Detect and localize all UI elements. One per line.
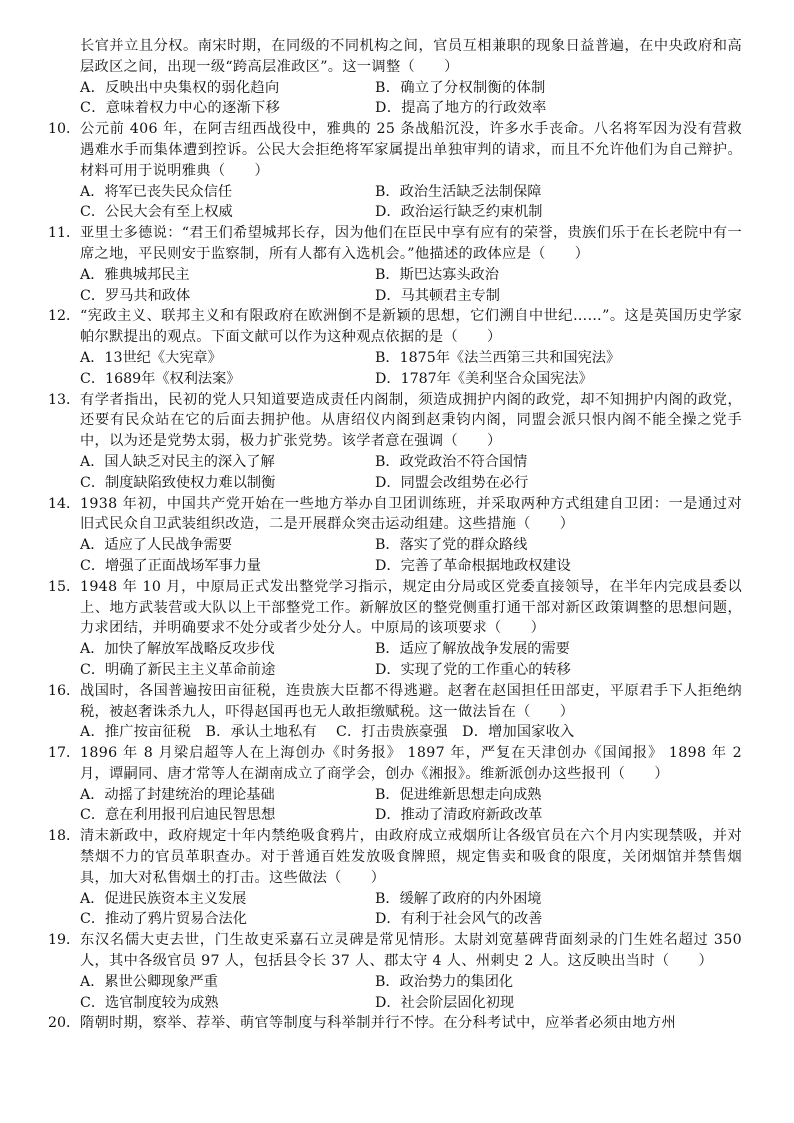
option-c: C．罗马共和政体 [80, 287, 191, 304]
option-c: C．意味着权力中心的逐渐下移 [80, 100, 281, 117]
option-a: A．反映出中央集权的弱化趋向 [80, 79, 280, 96]
options-inline: A．推广按亩征税 B．承认土地私有 C．打击贵族豪强 D．增加国家收入 [80, 724, 575, 741]
option-c: C．增强了正面战场军事力量 [80, 557, 262, 574]
question-number: 16． [48, 682, 81, 699]
option-b: B．促进维新思想走向成熟 [375, 786, 542, 803]
option-a: A．13世纪《大宪章》 [80, 349, 222, 366]
question-stem: 清末新政中，政府规定十年内禁绝吸食鸦片，由政府成立戒烟所让各级官员在六个月内实现禁吸，并对禁烟不力的官员革职查办。对于普通百姓发放吸食牌照，规定售卖和吸食的限度，关闭烟馆并禁售烟具，加大对私售烟土的打击。这些做法（ ） [80, 828, 742, 886]
question-11 [0, 223, 794, 306]
question-number: 18． [48, 828, 81, 845]
question-stem: 1896 年 8 月梁启超等人在上海创办《时务报》 1897 年，严复在天津创办《国闻报》 1898 年 2 月，谭嗣同、唐才常等人在湖南成立了商学会，创办《湘报》。维新派创办这些报刊（ ） [80, 745, 742, 782]
question-19 [0, 930, 794, 1013]
question-number: 11． [48, 225, 81, 242]
option-d: D．社会阶层固化初现 [375, 994, 515, 1011]
question-stem: 东汉名儒大吏去世，门生故吏采嘉石立灵碑是常见情形。太尉刘宽墓碑背面刻录的门生姓名超过 350 人，其中各级官员 97 人，包括县令长 37 人、郡太守 4 人、州刺史 2 人。这反映出当时（ ） [80, 932, 742, 970]
option-a: A．国人缺乏对民主的深入了解 [80, 453, 275, 470]
exam-page [0, 36, 794, 1034]
question-number: 19． [48, 932, 81, 949]
question-17 [0, 743, 794, 826]
option-c: C．明确了新民主主义革命前途 [80, 661, 276, 678]
option-a: A．将军已丧失民众信任 [80, 183, 233, 200]
question-stem: “宪政主义、联邦主义和有限政府在欧洲倒不是新颖的思想，它们溯自中世纪……”。这是英国历史学家帕尔默提出的观点。下面文献可以作为这种观点依据的是（ ） [80, 308, 742, 346]
question-13 [0, 390, 794, 494]
question-stem: 隋朝时期，察举、荐举、萌官等制度与科举制并行不悖。在分科考试中，应举者必须由地方州 [80, 1015, 677, 1032]
question-18 [0, 826, 794, 930]
options-grid [80, 265, 742, 307]
option-c: C．1689年《权利法案》 [80, 370, 241, 387]
option-d: D．实现了党的工作重心的转移 [375, 661, 571, 678]
question-number: 14． [48, 495, 81, 512]
option-b: B．斯巴达寡头政治 [375, 266, 499, 283]
question-stem: 战国时，各国普遍按田亩征税，连贵族大臣都不得逃避。赵奢在赵国担任田部吏，平原君手下人拒绝纳税，被赵奢诛杀九人，吓得赵国再也无人敢拒缴赋税。这一做法旨在（ ） [80, 682, 742, 720]
option-a: A．雅典城邦民主 [80, 266, 190, 283]
options-grid [80, 452, 742, 494]
option-d: D．有利于社会风气的改善 [375, 911, 543, 928]
option-d: D．马其顿君主专制 [375, 287, 500, 304]
options-grid [80, 639, 742, 681]
options-grid [80, 182, 742, 224]
option-d: D．同盟会改组势在必行 [375, 474, 529, 491]
question-16 [0, 681, 794, 743]
options-grid [80, 348, 742, 390]
option-a: A．适应了人民战争需要 [80, 537, 233, 554]
question-stem: 有学者指出，民初的党人只知道要造成责任内阁制，须造成拥护内阁的政党，却不知拥护内阁的政党，还要有民众站在它的后面去拥护他。从唐绍仪内阁到赵秉钧内阁，同盟会派只恨内阁不能全操之党手中，以为还是党势太弱，极力扩张党势。该学者意在强调（ ） [80, 391, 742, 450]
option-c: C．公民大会有至上权威 [80, 204, 233, 221]
option-b: B．缓解了政府的内外困境 [375, 890, 542, 907]
option-a: A．动摇了封建统治的理论基础 [80, 786, 275, 803]
question-15 [0, 577, 794, 681]
question-stem: 1948 年 10 月，中原局正式发出整党学习指示，规定由分局或区党委直接领导，在半年内完成县委以上、地方武装营或大队以上干部整党工作。新解放区的整党侧重打通干部对新区政策调整的思想问题，力求团结，并明确要求不处分或者少处分人。中原局的该项要求（ ） [80, 578, 742, 637]
option-b: B．政治势力的集团化 [375, 973, 514, 990]
options-grid [80, 889, 742, 931]
question-9-continuation [0, 36, 794, 119]
question-stem: 1938 年初，中国共产党开始在一些地方举办自卫团训练班，并采取两种方式组建自卫团：一是通过对旧式民众自卫武装组织改造，二是开展群众突击运动组建。这些措施（ ） [80, 495, 742, 533]
options-grid [80, 535, 742, 577]
option-a: A．累世公卿现象严重 [80, 973, 218, 990]
option-b: B．1875年《法兰西第三共和国宪法》 [375, 349, 621, 366]
option-d: D．1787年《美利坚合众国宪法》 [375, 370, 593, 387]
option-c: C．推动了鸦片贸易合法化 [80, 911, 247, 928]
option-d: D．政治运行缺乏约束机制 [375, 204, 543, 221]
question-number: 12． [48, 308, 81, 325]
question-stem: 亚里士多德说：“君王们希望城邦长存，因为他们在臣民中享有应有的荣誉，贵族们乐于在长老院中有一席之地，平民则安于监察制，所有人都有入选机会。”他描述的政体应是（ ） [80, 225, 742, 262]
question-10 [0, 119, 794, 223]
option-d: D．推动了清政府新政改革 [375, 807, 543, 824]
option-b: B．政治生活缺乏法制保障 [375, 183, 542, 200]
question-stem: 公元前 406 年，在阿吉纽西战役中，雅典的 25 条战船沉没，许多水手丧命。八名将军因为没有营救遇难水手而集体遭到控诉。公民大会拒绝将军家属提出单独审判的请求，而且不允许他们为自己辩护。材料可用于说明雅典（ ） [80, 121, 742, 179]
question-number: 15． [48, 578, 81, 595]
option-b: B．落实了党的群众路线 [375, 537, 528, 554]
option-b: B．适应了解放战争发展的需要 [375, 641, 570, 658]
question-14 [0, 494, 794, 577]
options-grid [80, 972, 742, 1014]
question-20 [0, 1013, 794, 1034]
question-12 [0, 306, 794, 389]
option-d: D．提高了地方的行政效率 [375, 100, 547, 117]
options-grid [80, 785, 742, 827]
option-d: D．完善了革命根据地政权建设 [375, 557, 571, 574]
question-number: 13． [48, 391, 81, 408]
question-number: 17． [48, 745, 81, 762]
options-grid [80, 78, 742, 120]
option-c: C．意在利用报刊启迪民智思想 [80, 807, 276, 824]
option-c: C．制度缺陷致使权力难以制衡 [80, 474, 276, 491]
option-c: C．选官制度较为成熟 [80, 994, 219, 1011]
question-number: 10． [48, 121, 81, 138]
question-number: 20． [48, 1015, 81, 1032]
option-b: B．政党政治不符合国情 [375, 453, 528, 470]
option-a: A．促进民族资本主义发展 [80, 890, 247, 907]
option-b: B．确立了分权制衡的体制 [375, 79, 546, 96]
question-stem: 长官并立且分权。南宋时期，在同级的不同机构之间，官员互相兼职的现象日益普遍，在中央政府和高层政区之间，出现一级“跨高层准政区”。这一调整（ ） [80, 38, 742, 75]
option-a: A．加快了解放军战略反攻步伐 [80, 641, 275, 658]
